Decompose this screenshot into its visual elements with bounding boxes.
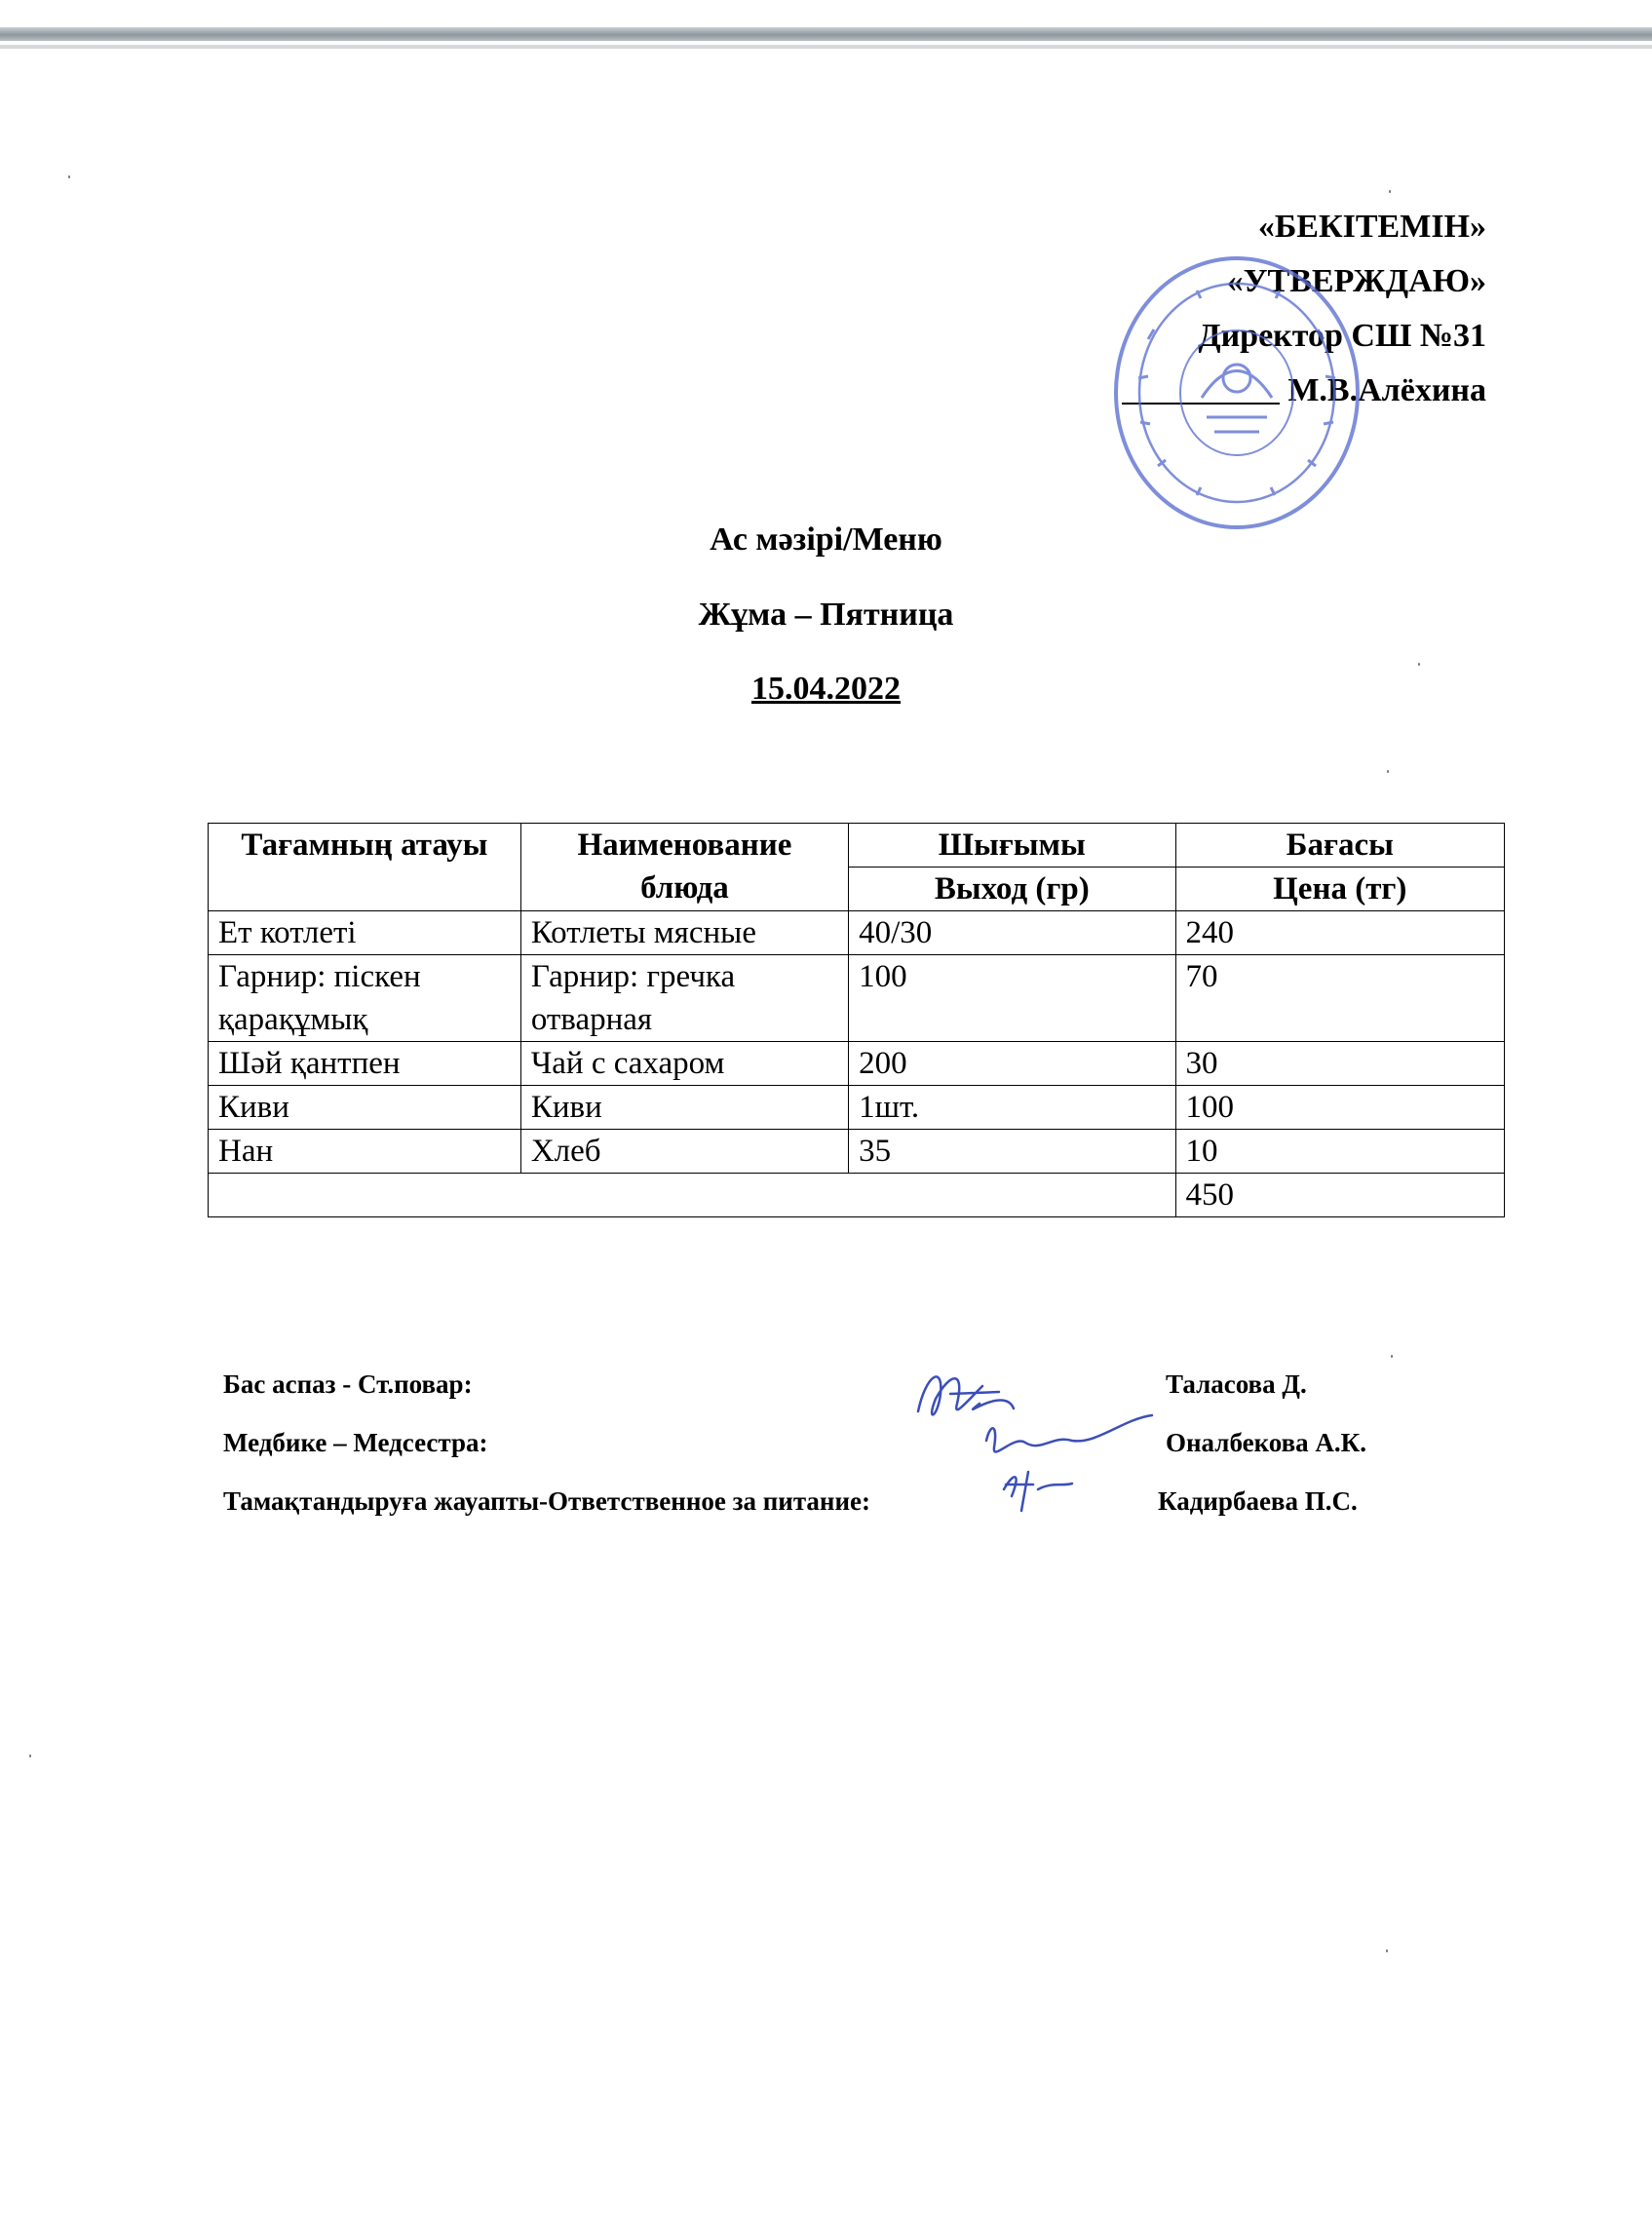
- signature-name-nurse: Оналбекова А.К.: [1166, 1428, 1367, 1457]
- signature-role-nurse: Медбике – Медсестра:: [223, 1428, 488, 1457]
- header-name-kz: Тағамның атауы: [209, 824, 521, 911]
- menu-title: Ас мәзірі/Меню: [710, 521, 942, 558]
- menu-date: 15.04.2022: [751, 671, 901, 707]
- dish-name-kz: Нан: [209, 1130, 521, 1174]
- scan-speck: [1391, 1355, 1393, 1358]
- approval-line-ru: «УТВЕРЖДАЮ»: [1226, 263, 1486, 299]
- dish-name-kz: Киви: [209, 1086, 521, 1130]
- table-row: [209, 1086, 1505, 1130]
- scan-speck: [68, 175, 70, 178]
- dish-yield: 200: [849, 1042, 1175, 1086]
- dish-name-kz: Шәй қантпен: [209, 1042, 521, 1086]
- dish-price: 70: [1175, 955, 1504, 1042]
- dish-name-ru: Киви: [520, 1086, 848, 1130]
- dish-name-kz: Ет котлеті: [209, 911, 521, 955]
- table-row: [209, 911, 1505, 955]
- dish-name-ru: Чай с сахаром: [520, 1042, 848, 1086]
- director-title: Директор СШ №31: [1198, 318, 1486, 354]
- official-round-stamp: [1109, 251, 1364, 534]
- table-total-row: [209, 1174, 1505, 1217]
- header-yield-ru: Выход (гр): [849, 868, 1175, 911]
- scanner-edge-shadow: [0, 45, 1652, 49]
- header-name-ru: Наименование блюда: [520, 824, 848, 911]
- header-price-ru: Цена (тг): [1175, 868, 1504, 911]
- scan-speck: [29, 1755, 31, 1757]
- dish-yield: 40/30: [849, 911, 1175, 955]
- dish-yield: 35: [849, 1130, 1175, 1174]
- weekday-heading: Жұма – Пятница: [698, 597, 954, 633]
- dish-yield: 1шт.: [849, 1086, 1175, 1130]
- table-header-row: [209, 824, 1505, 868]
- signature-name-chef: Таласова Д.: [1166, 1369, 1307, 1399]
- scan-speck: [1389, 190, 1391, 193]
- scan-speck: [1386, 1949, 1388, 1952]
- table-row: [209, 955, 1505, 1042]
- dish-price: 30: [1175, 1042, 1504, 1086]
- header-price-kz: Бағасы: [1175, 824, 1504, 868]
- header-yield-kz: Шығымы: [849, 824, 1175, 868]
- dish-name-ru: Гарнир: гречка отварная: [520, 955, 848, 1042]
- signature-role-chef: Бас аспаз - Ст.повар:: [223, 1369, 473, 1399]
- director-name: М.В.Алёхина: [1287, 372, 1486, 408]
- total-label-cell: [209, 1174, 1176, 1217]
- signature-role-responsible: Тамақтандыруға жауапты-Ответственное за питание:: [223, 1486, 871, 1516]
- total-price: 450: [1175, 1174, 1504, 1217]
- table-row: [209, 1130, 1505, 1174]
- scanner-edge-bar: [0, 27, 1652, 41]
- dish-price: 100: [1175, 1086, 1504, 1130]
- dish-price: 240: [1175, 911, 1504, 955]
- dish-name-ru: Хлеб: [520, 1130, 848, 1174]
- scan-speck: [1418, 663, 1420, 666]
- dish-name-ru: Котлеты мясные: [520, 911, 848, 955]
- menu-table: [208, 823, 1505, 1217]
- approval-line-kz: «БЕКІТЕМІН»: [1257, 209, 1486, 245]
- handwritten-signatures: [897, 1326, 1189, 1540]
- table-row: [209, 1042, 1505, 1086]
- signature-name-responsible: Кадирбаева П.С.: [1158, 1486, 1358, 1516]
- dish-yield: 100: [849, 955, 1175, 1042]
- scan-speck: [1387, 770, 1389, 773]
- dish-price: 10: [1175, 1130, 1504, 1174]
- dish-name-kz: Гарнир: піскен қарақұмық: [209, 955, 521, 1042]
